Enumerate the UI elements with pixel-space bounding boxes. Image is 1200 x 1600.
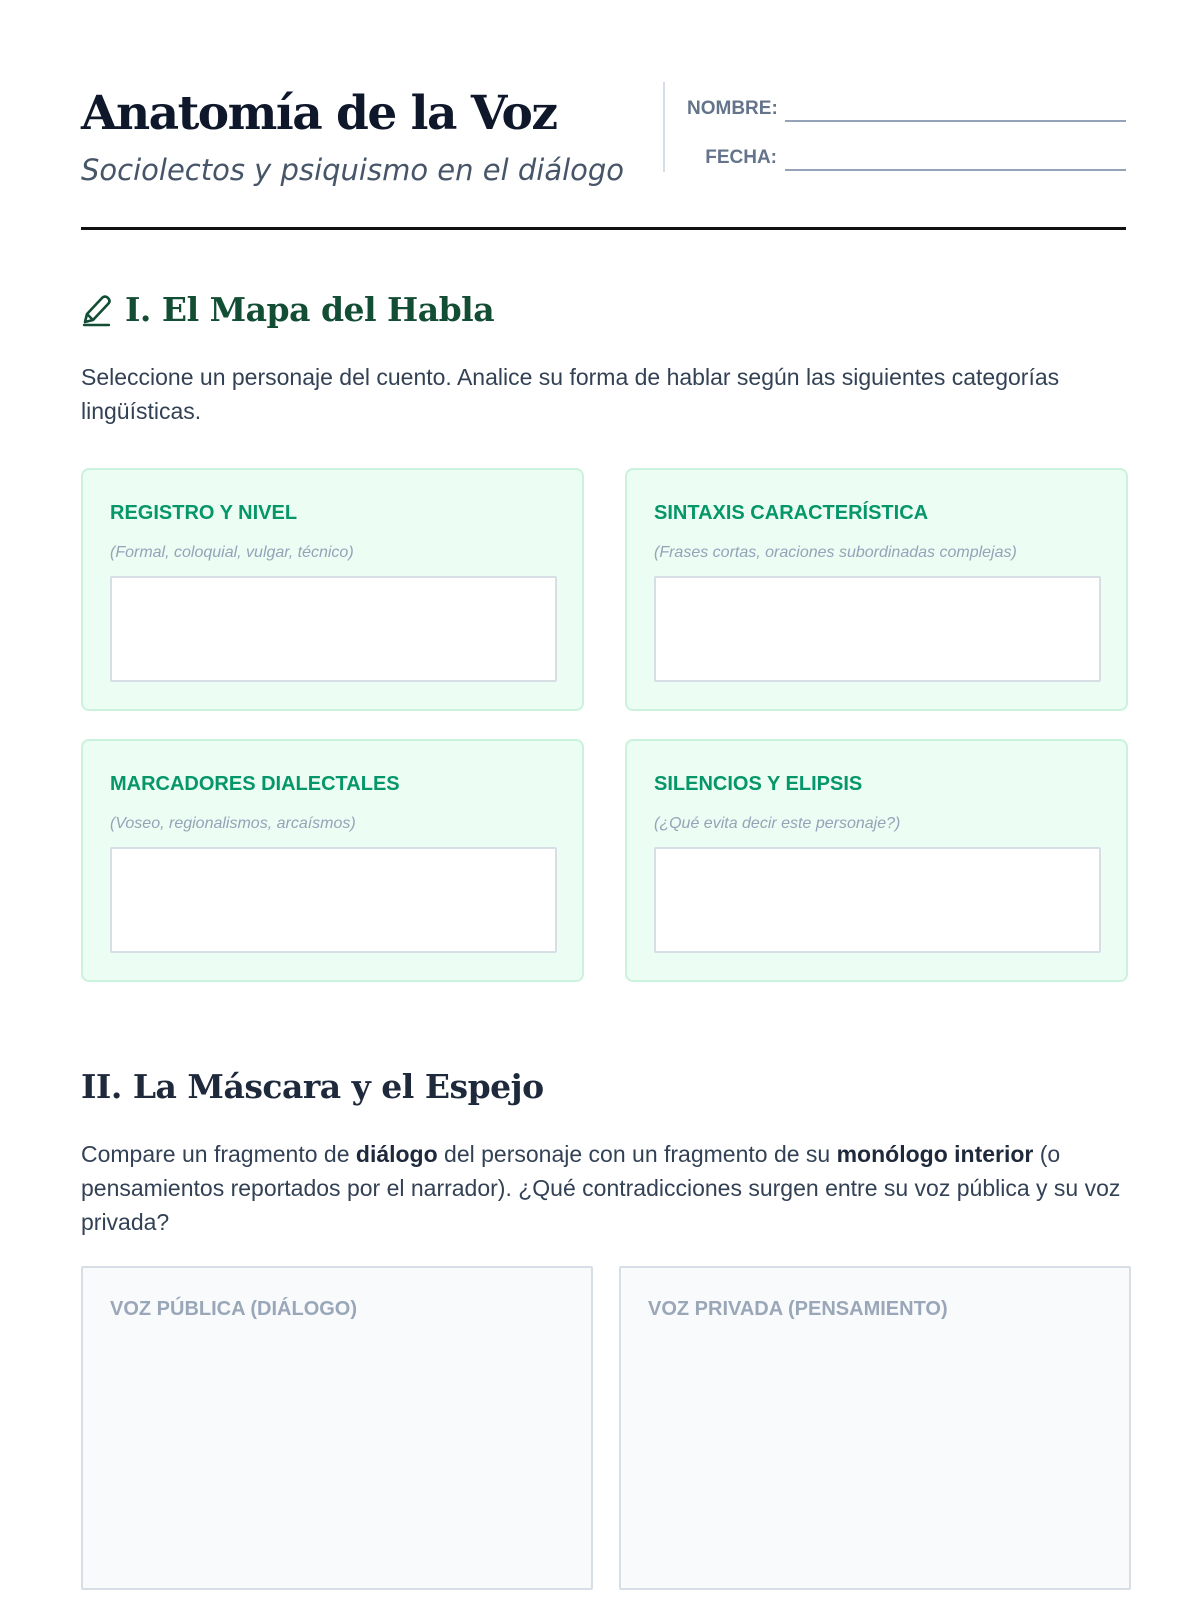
card-sintaxis [625,468,1128,711]
worksheet-header [81,80,1126,230]
answer-box-registro[interactable] [110,576,557,682]
card-label: SILENCIOS Y ELIPSIS [654,773,863,795]
fecha-row [687,141,1126,171]
card-label: REGISTRO Y NIVEL [110,502,298,524]
intro-emphasis: monólogo interior [836,1141,1034,1167]
card-hint: (Formal, coloquial, vulgar, técnico) [110,544,354,561]
card-marcadores [81,739,584,982]
voz-publica-box[interactable] [81,1266,593,1590]
voz-privada-box[interactable] [619,1266,1131,1590]
intro-text: del personaje con un fragmento de su [437,1141,837,1167]
card-registro [81,468,584,711]
nombre-label: NOMBRE: [687,98,778,119]
voz-publica-label: VOZ PÚBLICA (DIÁLOGO) [110,1298,358,1320]
answer-box-sintaxis[interactable] [654,576,1101,682]
section-2-instructions [81,1137,1126,1239]
fecha-label: FECHA: [705,147,777,168]
nombre-field[interactable] [785,102,1126,122]
pen-icon [81,293,111,327]
intro-text: Compare un fragmento de [81,1141,356,1167]
section-1-title: I. El Mapa del Habla [125,290,495,329]
answer-box-marcadores[interactable] [110,847,557,953]
section-1-instructions: Seleccione un personaje del cuento. Analice su forma de hablar según las siguientes categorías lingüísticas. [81,364,1060,424]
header-divider [663,82,665,172]
intro-emphasis: diálogo [355,1141,438,1167]
card-hint: (¿Qué evita decir este personaje?) [654,815,901,832]
voz-privada-label: VOZ PRIVADA (PENSAMIENTO) [648,1298,948,1320]
card-label: SINTAXIS CARACTERÍSTICA [654,502,929,524]
card-label: MARCADORES DIALECTALES [110,773,400,795]
page-title: Anatomía de la Voz [81,86,557,141]
card-silencios [625,739,1128,982]
section-1-heading [81,288,494,332]
card-hint: (Voseo, regionalismos, arcaísmos) [110,815,356,832]
answer-box-silencios[interactable] [654,847,1101,953]
card-hint: (Frases cortas, oraciones subordinadas complejas) [654,544,1017,561]
nombre-row [687,92,1126,122]
fecha-field[interactable] [785,151,1126,171]
intro-text: (o pensamientos reportados por el narrador). ¿Qué contradicciones surgen entre su voz pública y su voz privada? [81,1141,1121,1235]
section-2-title: II. La Máscara y el Espejo [81,1067,544,1106]
page-subtitle: Sociolectos y psiquismo en el diálogo [81,153,625,187]
